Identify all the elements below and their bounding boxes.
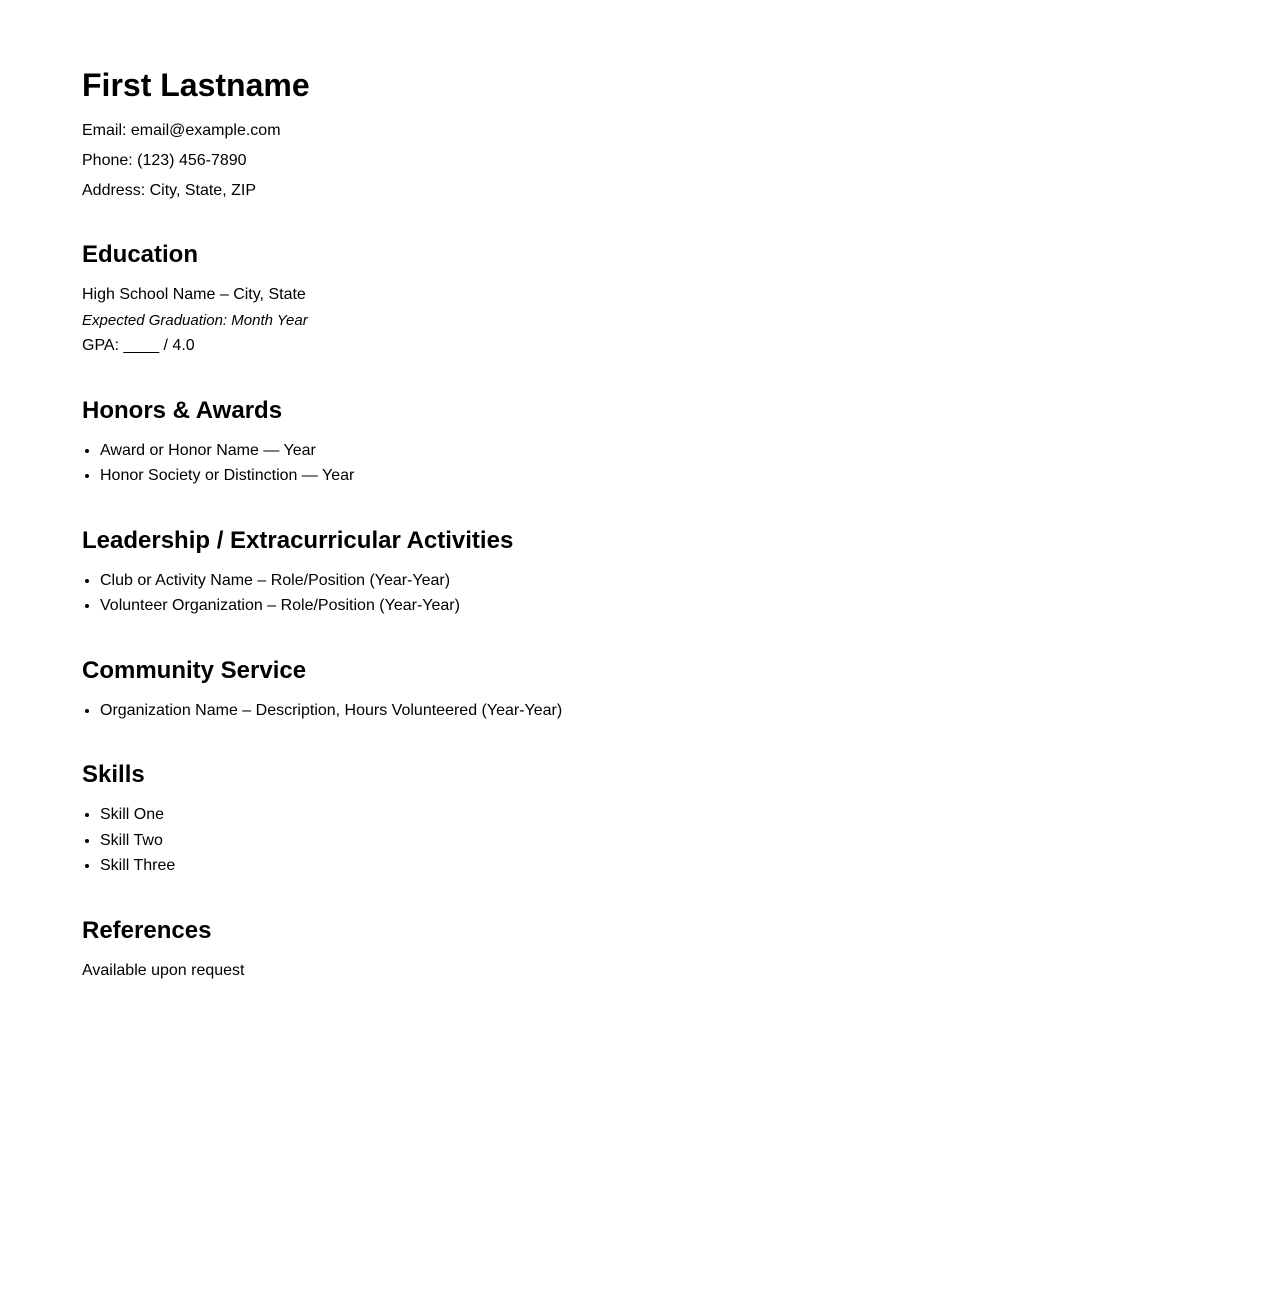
references-text: Available upon request xyxy=(82,961,245,979)
phone-line: Phone: (123) 456-7890 xyxy=(82,152,247,169)
resume-name: First Lastname xyxy=(82,67,310,103)
list-item: • Skill One xyxy=(100,802,1278,828)
list-item: • Club or Activity Name – Role/Position (Year-Year) xyxy=(100,568,1278,594)
leadership-section xyxy=(82,527,1278,619)
community-section xyxy=(82,657,1278,723)
references-section xyxy=(82,917,1278,983)
education-section xyxy=(82,241,1278,359)
list-item: • Volunteer Organization – Role/Position (Year-Year) xyxy=(100,593,1278,619)
education-heading: Education xyxy=(82,241,199,269)
skills-list xyxy=(82,802,1278,879)
skills-heading: Skills xyxy=(82,761,145,789)
list-item: • Skill Two xyxy=(100,828,1278,854)
references-heading: References xyxy=(82,916,212,944)
list-item: • Honor Society or Distinction — Year xyxy=(100,463,1278,489)
gpa-line: GPA: ____ / 4.0 xyxy=(82,337,195,355)
contact-info xyxy=(82,118,1278,203)
list-item: • Skill Three xyxy=(100,853,1278,879)
skills-section xyxy=(82,761,1278,879)
school-line: High School Name – City, State xyxy=(82,285,306,303)
honors-heading: Honors & Awards xyxy=(82,396,283,424)
leadership-heading: Leadership / Extracurricular Activities xyxy=(82,526,514,554)
address-line: Address: City, State, ZIP xyxy=(82,181,256,199)
email-line: Email: email@example.com xyxy=(82,122,281,140)
list-item: • Award or Honor Name — Year xyxy=(100,438,1278,464)
community-heading: Community Service xyxy=(82,656,307,684)
honors-section xyxy=(82,397,1278,489)
honors-list xyxy=(82,438,1278,489)
community-list xyxy=(82,698,1278,724)
leadership-list xyxy=(82,568,1278,619)
graduation-line: Expected Graduation: Month Year xyxy=(82,311,308,329)
list-item: • Organization Name – Description, Hours Volunteered (Year-Year) xyxy=(100,698,1278,724)
